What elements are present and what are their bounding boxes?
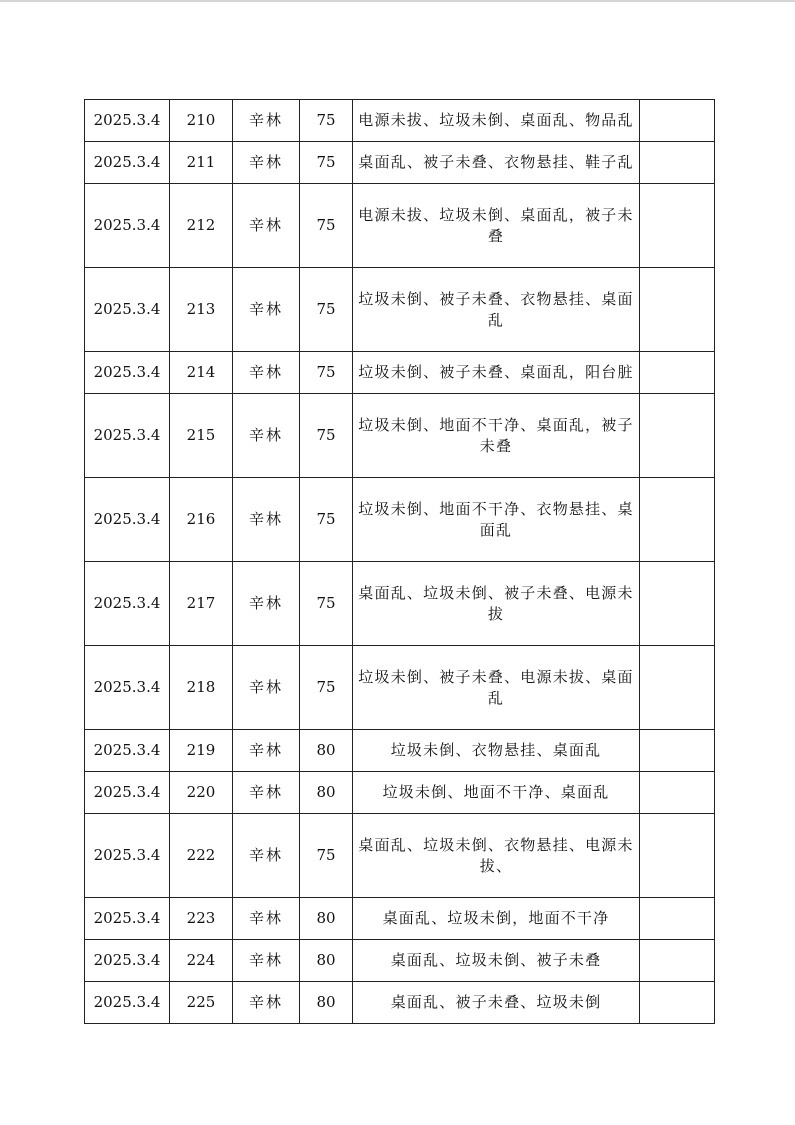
cell-inspector-name: 辛林 [233, 394, 300, 478]
cell-score: 75 [300, 562, 353, 646]
cell-remarks-empty [640, 478, 715, 562]
cell-remarks-empty [640, 772, 715, 814]
cell-inspector-name: 辛林 [233, 184, 300, 268]
cell-issues: 垃圾未倒、被子未叠、电源未拔、桌面乱 [353, 646, 640, 730]
cell-date: 2025.3.4 [85, 940, 170, 982]
cell-remarks-empty [640, 394, 715, 478]
cell-room-number: 214 [170, 352, 233, 394]
table-row [85, 478, 715, 562]
table-row [85, 940, 715, 982]
cell-score: 80 [300, 898, 353, 940]
cell-inspector-name: 辛林 [233, 478, 300, 562]
cell-room-number: 213 [170, 268, 233, 352]
cell-score: 75 [300, 394, 353, 478]
cell-issues: 垃圾未倒、地面不干净、桌面乱 [353, 772, 640, 814]
cell-inspector-name: 辛林 [233, 268, 300, 352]
cell-room-number: 222 [170, 814, 233, 898]
cell-date: 2025.3.4 [85, 898, 170, 940]
cell-score: 75 [300, 268, 353, 352]
cell-room-number: 225 [170, 982, 233, 1024]
cell-issues: 电源未拔、垃圾未倒、桌面乱，被子未叠 [353, 184, 640, 268]
cell-score: 75 [300, 100, 353, 142]
table-row [85, 730, 715, 772]
cell-date: 2025.3.4 [85, 394, 170, 478]
cell-score: 80 [300, 940, 353, 982]
cell-issues: 垃圾未倒、地面不干净、桌面乱，被子未叠 [353, 394, 640, 478]
table-row [85, 562, 715, 646]
cell-issues: 垃圾未倒、被子未叠、衣物悬挂、桌面乱 [353, 268, 640, 352]
table-row [85, 814, 715, 898]
cell-issues: 垃圾未倒、被子未叠、桌面乱，阳台脏 [353, 352, 640, 394]
cell-room-number: 218 [170, 646, 233, 730]
cell-score: 75 [300, 142, 353, 184]
cell-score: 80 [300, 982, 353, 1024]
cell-date: 2025.3.4 [85, 142, 170, 184]
cell-score: 75 [300, 814, 353, 898]
cell-date: 2025.3.4 [85, 100, 170, 142]
cell-issues: 垃圾未倒、衣物悬挂、桌面乱 [353, 730, 640, 772]
cell-remarks-empty [640, 940, 715, 982]
cell-date: 2025.3.4 [85, 184, 170, 268]
cell-room-number: 217 [170, 562, 233, 646]
cell-remarks-empty [640, 898, 715, 940]
cell-remarks-empty [640, 142, 715, 184]
cell-date: 2025.3.4 [85, 730, 170, 772]
cell-inspector-name: 辛林 [233, 898, 300, 940]
cell-remarks-empty [640, 352, 715, 394]
cell-issues: 桌面乱、被子未叠、衣物悬挂、鞋子乱 [353, 142, 640, 184]
cell-issues: 桌面乱、垃圾未倒、被子未叠 [353, 940, 640, 982]
cell-date: 2025.3.4 [85, 352, 170, 394]
cell-remarks-empty [640, 982, 715, 1024]
cell-remarks-empty [640, 814, 715, 898]
table-row [85, 142, 715, 184]
cell-inspector-name: 辛林 [233, 562, 300, 646]
cell-score: 75 [300, 184, 353, 268]
cell-room-number: 215 [170, 394, 233, 478]
cell-room-number: 224 [170, 940, 233, 982]
cell-inspector-name: 辛林 [233, 814, 300, 898]
cell-remarks-empty [640, 562, 715, 646]
cell-room-number: 219 [170, 730, 233, 772]
cell-remarks-empty [640, 184, 715, 268]
cell-inspector-name: 辛林 [233, 730, 300, 772]
table-row [85, 982, 715, 1024]
cell-issues: 桌面乱、垃圾未倒、被子未叠、电源未拔 [353, 562, 640, 646]
table-row [85, 772, 715, 814]
cell-remarks-empty [640, 730, 715, 772]
cell-issues: 桌面乱、被子未叠、垃圾未倒 [353, 982, 640, 1024]
table-row [85, 268, 715, 352]
cell-issues: 桌面乱、垃圾未倒，地面不干净 [353, 898, 640, 940]
table-row [85, 394, 715, 478]
cell-room-number: 216 [170, 478, 233, 562]
cell-remarks-empty [640, 268, 715, 352]
cell-date: 2025.3.4 [85, 982, 170, 1024]
table-row [85, 184, 715, 268]
cell-remarks-empty [640, 100, 715, 142]
cell-score: 75 [300, 646, 353, 730]
cell-room-number: 210 [170, 100, 233, 142]
cell-date: 2025.3.4 [85, 562, 170, 646]
cell-room-number: 211 [170, 142, 233, 184]
cell-score: 75 [300, 478, 353, 562]
cell-date: 2025.3.4 [85, 772, 170, 814]
cell-room-number: 223 [170, 898, 233, 940]
table-body [85, 100, 715, 1024]
cell-inspector-name: 辛林 [233, 982, 300, 1024]
cell-inspector-name: 辛林 [233, 352, 300, 394]
cell-remarks-empty [640, 646, 715, 730]
cell-score: 75 [300, 352, 353, 394]
cell-inspector-name: 辛林 [233, 142, 300, 184]
table-row [85, 646, 715, 730]
page-top-border [0, 0, 795, 2]
cell-date: 2025.3.4 [85, 814, 170, 898]
cell-issues: 电源未拔、垃圾未倒、桌面乱、物品乱 [353, 100, 640, 142]
cell-issues: 桌面乱、垃圾未倒、衣物悬挂、电源未拔、 [353, 814, 640, 898]
table-row [85, 352, 715, 394]
cell-date: 2025.3.4 [85, 646, 170, 730]
cell-inspector-name: 辛林 [233, 646, 300, 730]
cell-inspector-name: 辛林 [233, 772, 300, 814]
cell-issues: 垃圾未倒、地面不干净、衣物悬挂、桌面乱 [353, 478, 640, 562]
cell-inspector-name: 辛林 [233, 940, 300, 982]
cell-date: 2025.3.4 [85, 478, 170, 562]
cell-score: 80 [300, 730, 353, 772]
cell-inspector-name: 辛林 [233, 100, 300, 142]
cell-room-number: 220 [170, 772, 233, 814]
cell-room-number: 212 [170, 184, 233, 268]
table-row [85, 100, 715, 142]
dorm-inspection-table [84, 99, 715, 1024]
cell-score: 80 [300, 772, 353, 814]
table-row [85, 898, 715, 940]
cell-date: 2025.3.4 [85, 268, 170, 352]
